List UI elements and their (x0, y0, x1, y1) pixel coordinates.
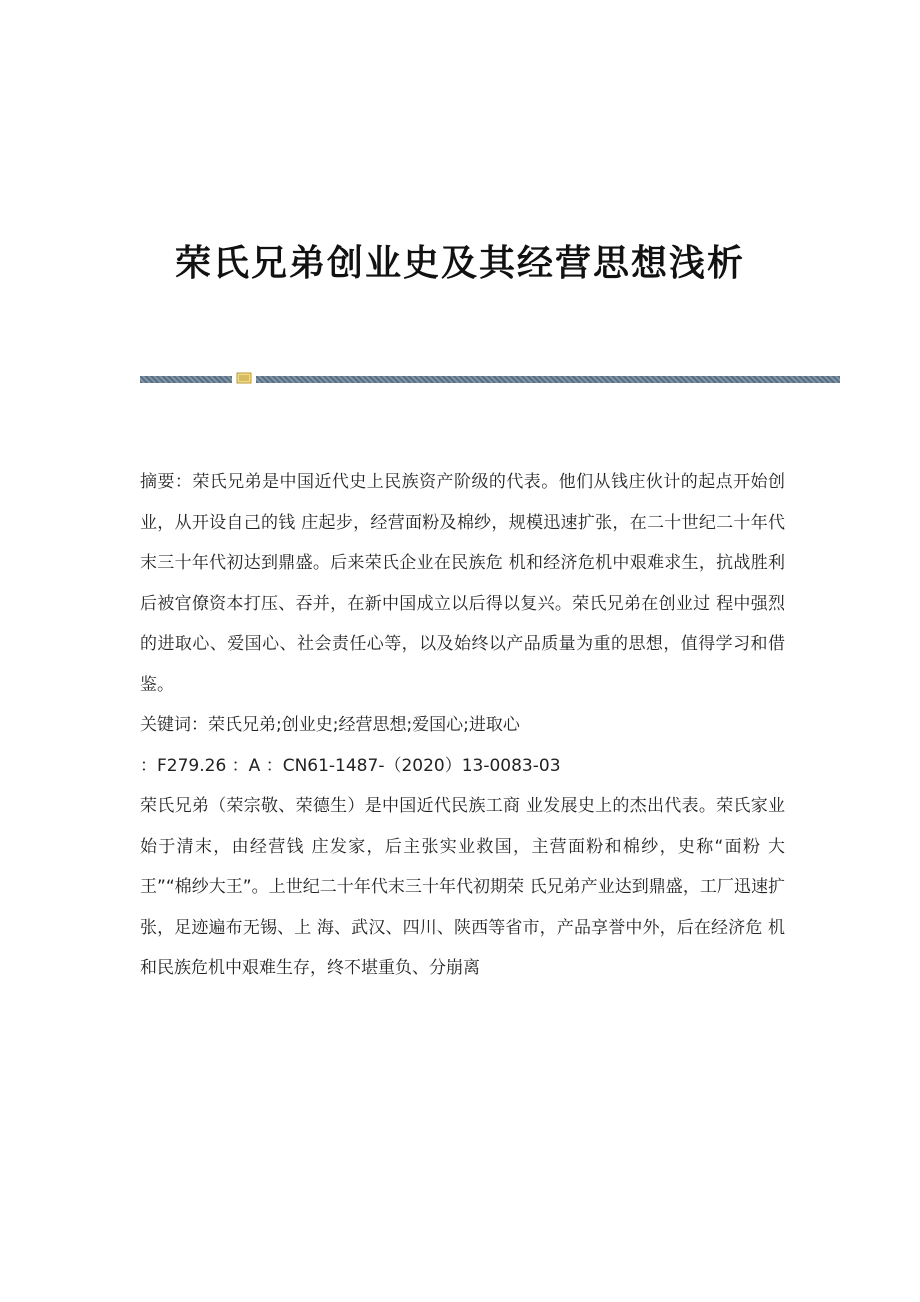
document-content (140, 462, 785, 989)
divider-bar-left (140, 376, 232, 383)
divider-bar-right (256, 376, 840, 383)
page-title: 荣氏兄弟创业史及其经营思想浅析 (174, 243, 745, 285)
body-paragraph: 荣氏兄弟（荣宗敬、荣德生）是中国近代民族工商 业发展史上的杰出代表。荣氏家业始于清末，由经营钱 庄发家，后主张实业救国，主营面粉和棉纱，史称“面粉 大王”“棉纱大王”。上世纪二十年代末三十年代初期荣 氏兄弟产业达到鼎盛，工厂迅速扩张，足迹遍布无锡、上 海、武汉、四川、陕西等省市，产品享誉中外，后在经济危 机和民族危机中艰难生存，终不堪重负、分崩离 (140, 796, 785, 978)
title-divider (140, 376, 840, 384)
ornament-icon (236, 372, 252, 384)
classification-line: ：F279.26 ：A ：CN61-1487-（2020）13-0083-03 (140, 755, 561, 776)
abstract-paragraph: 摘要：荣氏兄弟是中国近代史上民族资产阶级的代表。他们从钱庄伙计的起点开始创业，从开设自己的钱 庄起步，经营面粉及棉纱，规模迅速扩张，在二十世纪二十年代末三十年代初达到鼎盛。后来荣氏企业在民族危 机和经济危机中艰难求生，抗战胜利后被官僚资本打压、吞并，在新中国成立以后得以复兴。荣氏兄弟在创业过 程中强烈的进取心、爱国心、社会责任心等，以及始终以产品质量为重的思想，值得学习和借鉴。 (140, 472, 785, 695)
keywords-line: 关键词：荣氏兄弟;创业史;经营思想;爱国心;进取心 (140, 715, 520, 735)
